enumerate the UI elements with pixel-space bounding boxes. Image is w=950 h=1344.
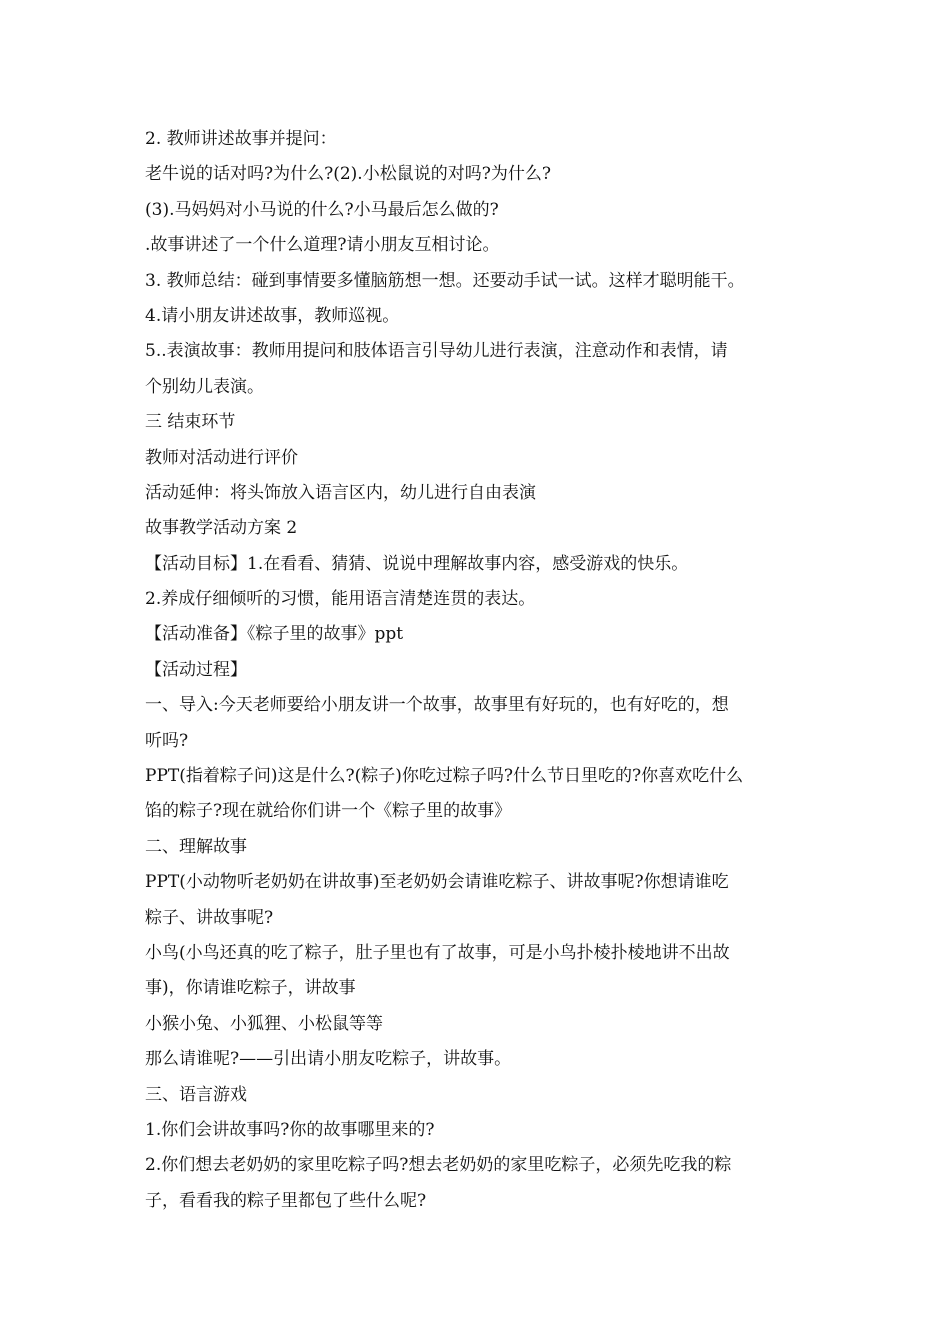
text-line: 粽子、讲故事呢? bbox=[145, 907, 274, 928]
document-body bbox=[145, 122, 810, 1219]
text-line: 【活动准备】《粽子里的故事》ppt bbox=[145, 624, 404, 645]
text-line: 2.养成仔细倾听的习惯，能用语言清楚连贯的表达。 bbox=[145, 589, 536, 610]
text-line: 老牛说的话对吗?为什么?(2).小松鼠说的对吗?为什么? bbox=[145, 164, 551, 185]
text-line: 听吗? bbox=[145, 730, 189, 751]
text-line: .故事讲述了一个什么道理?请小朋友互相讨论。 bbox=[145, 235, 500, 256]
text-line: 馅的粽子?现在就给你们讲一个《粽子里的故事》 bbox=[145, 801, 512, 822]
text-line: 教师对活动进行评价 bbox=[145, 447, 298, 468]
text-line: 一、导入:今天老师要给小朋友讲一个故事，故事里有好玩的，也有好吃的，想 bbox=[145, 695, 729, 716]
text-line: (3).马妈妈对小马说的什么?小马最后怎么做的? bbox=[145, 199, 499, 220]
text-line: 2. 教师讲述故事并提问： bbox=[145, 129, 337, 149]
section-heading: 二、理解故事 bbox=[145, 836, 247, 857]
text-line: 个别幼儿表演。 bbox=[145, 376, 264, 397]
text-line: 2.你们想去老奶奶的家里吃粽子吗?想去老奶奶的家里吃粽子，必须先吃我的粽 bbox=[145, 1155, 732, 1176]
text-line: 事)，你请谁吃粽子，讲故事 bbox=[145, 978, 356, 999]
text-line: 3. 教师总结：碰到事情要多懂脑筋想一想。还要动手试一试。这样才聪明能干。 bbox=[145, 270, 745, 291]
text-line: PPT(指着粽子问)这是什么?(粽子)你吃过粽子吗?什么节日里吃的?你喜欢吃什么 bbox=[145, 766, 744, 787]
text-line: PPT(小动物听老奶奶在讲故事)至老奶奶会请谁吃粽子、讲故事呢?你想请谁吃 bbox=[145, 872, 729, 893]
text-line: 5..表演故事：教师用提问和肢体语言引导幼儿进行表演，注意动作和表情，请 bbox=[145, 341, 728, 362]
section-heading: 三 结束环节 bbox=[145, 412, 236, 433]
text-line: 1.你们会讲故事吗?你的故事哪里来的? bbox=[145, 1119, 435, 1140]
section-heading: 故事教学活动方案 2 bbox=[145, 518, 298, 539]
text-line: 小猴小兔、小狐狸、小松鼠等等 bbox=[145, 1013, 383, 1034]
text-line: 活动延伸：将头饰放入语言区内，幼儿进行自由表演 bbox=[145, 482, 536, 503]
section-heading: 【活动过程】 bbox=[145, 659, 247, 680]
text-line: 子，看看我的粽子里都包了些什么呢? bbox=[145, 1190, 427, 1211]
text-line: 那么请谁呢?——引出请小朋友吃粽子，讲故事。 bbox=[145, 1049, 512, 1070]
text-line: 【活动目标】1.在看看、猜猜、说说中理解故事内容，感受游戏的快乐。 bbox=[145, 553, 689, 574]
section-heading: 三、语言游戏 bbox=[145, 1084, 247, 1105]
text-line: 小鸟(小鸟还真的吃了粽子，肚子里也有了故事，可是小鸟扑棱扑棱地讲不出故 bbox=[145, 942, 730, 963]
text-line: 4.请小朋友讲述故事，教师巡视。 bbox=[145, 305, 400, 326]
